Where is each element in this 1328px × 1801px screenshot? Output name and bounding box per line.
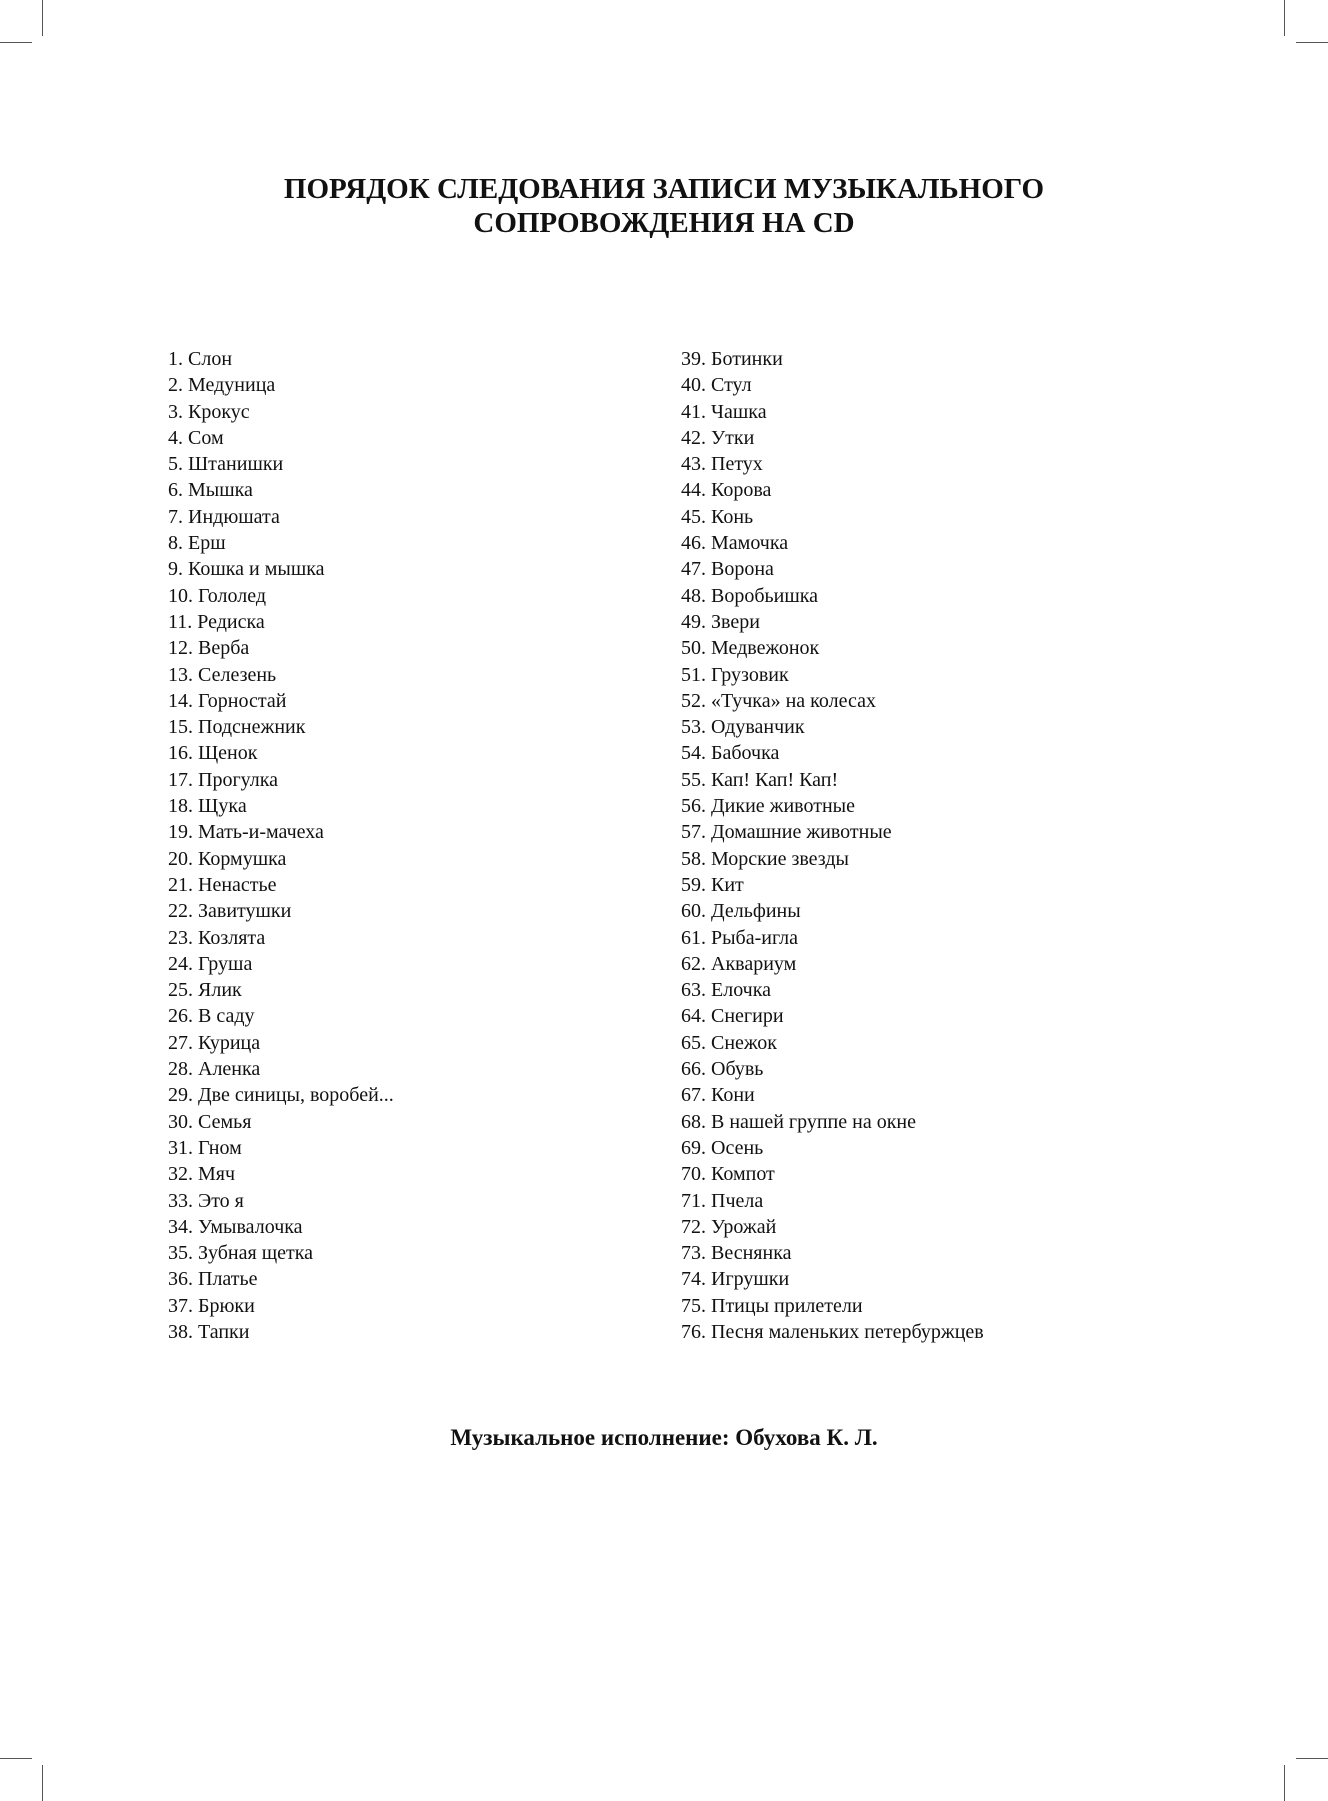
track-item: 59. Кит <box>681 873 744 896</box>
track-item: 70. Компот <box>681 1163 775 1186</box>
track-list-left <box>168 346 394 1345</box>
track-item: 63. Елочка <box>681 979 772 1002</box>
track-item: 73. Веснянка <box>681 1242 792 1265</box>
crop-mark-top-left-h <box>0 42 32 43</box>
track-item: 18. Щука <box>168 795 247 818</box>
crop-mark-bottom-left <box>42 1765 43 1801</box>
track-item: 62. Аквариум <box>681 952 797 975</box>
track-item: 37. Брюки <box>168 1294 255 1317</box>
track-item: 54. Бабочка <box>681 742 780 765</box>
crop-mark-top-right-h <box>1296 42 1328 43</box>
track-item: 44. Корова <box>681 479 772 502</box>
track-item: 72. Урожай <box>681 1215 777 1238</box>
track-item: 19. Мать-и-мачеха <box>168 821 324 844</box>
track-item: 46. Мамочка <box>681 532 789 555</box>
track-item: 4. Сом <box>168 426 224 449</box>
track-item: 67. Кони <box>681 1084 755 1107</box>
track-item: 3. Крокус <box>168 400 250 423</box>
track-item: 47. Ворона <box>681 558 774 581</box>
track-item: 75. Птицы прилетели <box>681 1294 863 1317</box>
track-item: 65. Снежок <box>681 1031 777 1054</box>
track-item: 74. Игрушки <box>681 1268 790 1291</box>
track-item: 24. Груша <box>168 952 253 975</box>
crop-mark-top-left <box>42 0 43 36</box>
track-item: 1. Слон <box>168 348 233 370</box>
crop-mark-bottom-left-h <box>0 1758 32 1759</box>
track-item: 20. Кормушка <box>168 847 287 870</box>
track-item: 21. Ненастье <box>168 873 277 896</box>
track-item: 30. Семья <box>168 1110 252 1133</box>
track-item: 68. В нашей группе на окне <box>681 1110 916 1133</box>
track-item: 71. Пчела <box>681 1189 764 1212</box>
track-item: 28. Аленка <box>168 1058 261 1081</box>
track-item: 51. Грузовик <box>681 663 789 686</box>
track-item: 43. Петух <box>681 453 763 476</box>
track-item: 16. Щенок <box>168 742 258 765</box>
track-item: 5. Штанишки <box>168 453 284 476</box>
track-item: 26. В саду <box>168 1005 255 1028</box>
track-item: 66. Обувь <box>681 1058 764 1081</box>
page-title-line-2: СОПРОВОЖДЕНИЯ НА CD <box>473 207 855 239</box>
track-item: 15. Подснежник <box>168 716 306 739</box>
track-item: 40. Стул <box>681 374 752 397</box>
page-title-line-1: ПОРЯДОК СЛЕДОВАНИЯ ЗАПИСИ МУЗЫКАЛЬНОГО <box>283 173 1045 205</box>
track-item: 57. Домашние животные <box>681 821 892 844</box>
track-item: 33. Это я <box>168 1189 244 1212</box>
track-item: 61. Рыба-игла <box>681 926 799 949</box>
track-item: 48. Воробьишка <box>681 584 819 607</box>
track-item: 17. Прогулка <box>168 768 279 791</box>
crop-mark-bottom-right <box>1284 1765 1285 1801</box>
page-title <box>0 172 1328 240</box>
performer-credit: Музыкальное исполнение: Обухова К. Л. <box>450 1425 878 1450</box>
track-item: 36. Платье <box>168 1268 258 1291</box>
track-item: 14. Горностай <box>168 689 287 712</box>
track-item: 55. Кап! Кап! Кап! <box>681 768 839 791</box>
track-item: 41. Чашка <box>681 400 767 423</box>
track-item: 11. Редиска <box>168 610 265 633</box>
track-item: 12. Верба <box>168 637 250 660</box>
track-item: 22. Завитушки <box>168 900 292 923</box>
track-item: 29. Две синицы, воробей... <box>168 1084 394 1107</box>
track-item: 76. Песня маленьких петербуржцев <box>681 1320 984 1343</box>
track-item: 34. Умывалочка <box>168 1215 303 1238</box>
track-item: 60. Дельфины <box>681 900 801 923</box>
track-item: 52. «Тучка» на колесах <box>681 689 876 712</box>
track-item: 49. Звери <box>681 610 760 633</box>
track-item: 25. Ялик <box>168 979 242 1002</box>
track-item: 35. Зубная щетка <box>168 1242 314 1265</box>
track-item: 9. Кошка и мышка <box>168 558 325 581</box>
track-item: 6. Мышка <box>168 479 253 502</box>
track-item: 38. Тапки <box>168 1320 250 1343</box>
track-item: 23. Козлята <box>168 926 266 949</box>
track-item: 69. Осень <box>681 1136 764 1159</box>
track-item: 64. Снегири <box>681 1005 784 1028</box>
track-item: 53. Одуванчик <box>681 716 805 739</box>
track-item: 58. Морские звезды <box>681 847 849 870</box>
track-item: 8. Ерш <box>168 532 226 555</box>
track-item: 13. Селезень <box>168 663 277 686</box>
crop-mark-top-right <box>1284 0 1285 36</box>
track-item: 50. Медвежонок <box>681 637 820 660</box>
track-item: 10. Гололед <box>168 584 267 607</box>
track-item: 2. Медуница <box>168 374 276 397</box>
track-item: 7. Индюшата <box>168 505 280 528</box>
track-item: 32. Мяч <box>168 1163 236 1186</box>
track-item: 45. Конь <box>681 505 754 528</box>
track-item: 27. Курица <box>168 1031 261 1054</box>
crop-mark-bottom-right-h <box>1296 1758 1328 1759</box>
track-item: 56. Дикие животные <box>681 795 855 818</box>
track-item: 39. Ботинки <box>681 348 783 370</box>
track-item: 31. Гном <box>168 1136 242 1159</box>
track-item: 42. Утки <box>681 426 755 449</box>
track-list-right <box>681 346 984 1345</box>
